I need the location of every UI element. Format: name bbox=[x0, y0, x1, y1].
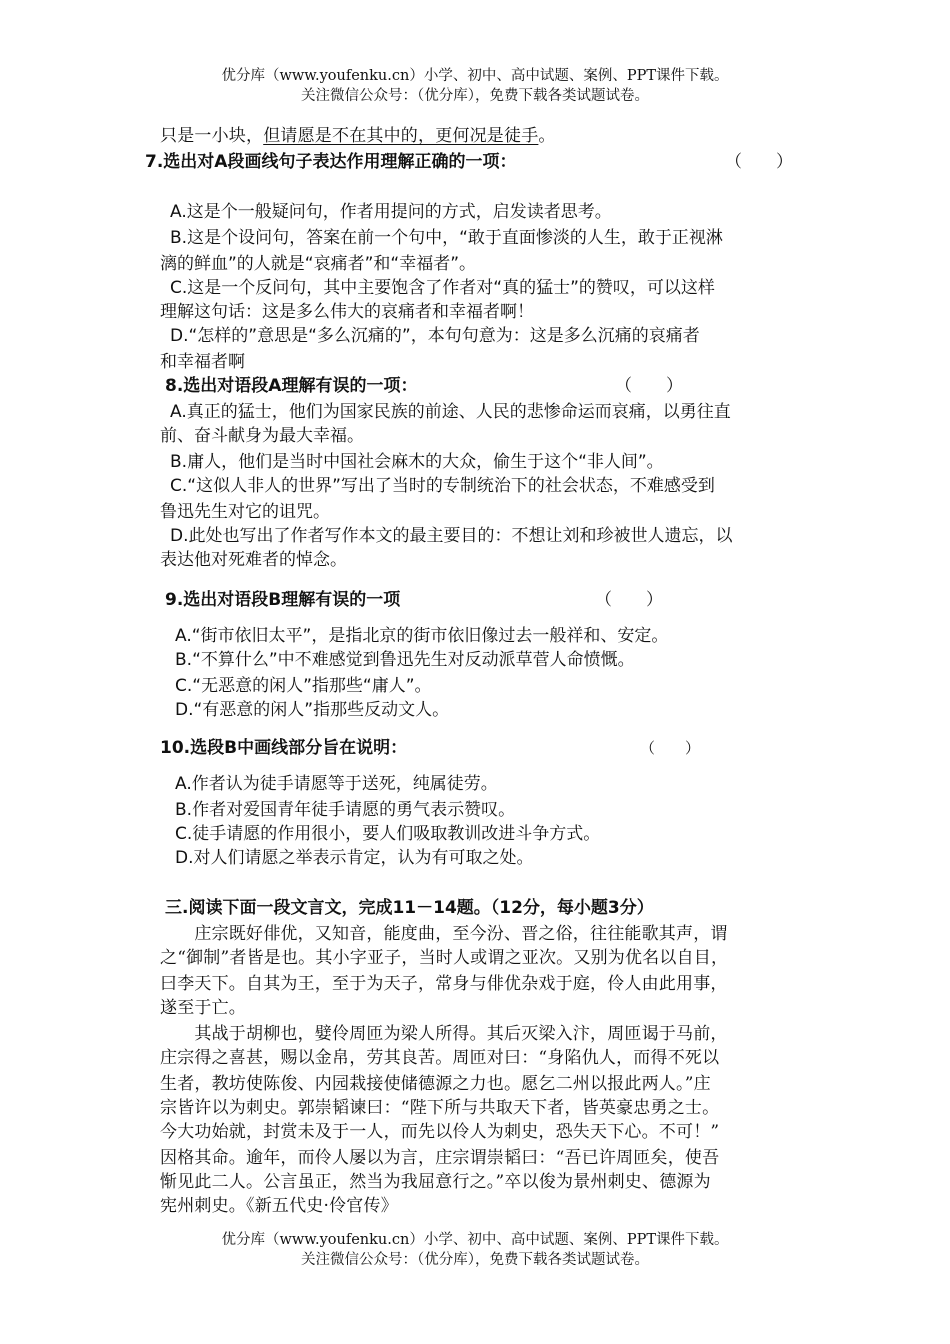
footer-line-2: 关注微信公众号：（优分库），免费下载各类试题试卷。 bbox=[301, 1252, 649, 1268]
q9-option-b: B.“不算什么”中不难感觉到鲁迅先生对反动派草菅人命愤慨。 bbox=[175, 650, 635, 670]
q8-option-a-cont: 前、奋斗献身为最大幸福。 bbox=[160, 426, 364, 446]
q7-option-c-cont: 理解这句话：这是多么伟大的哀痛者和幸福者啊！ bbox=[160, 302, 534, 322]
header-line-2: 关注微信公众号：（优分库），免费下载各类试题试卷。 bbox=[301, 88, 649, 104]
intro-prefix: 只是一小块， bbox=[160, 126, 264, 146]
classical-text-line: 庄宗既好俳优，又知音，能度曲，至今汾、晋之俗，往往能歌其声，谓 bbox=[160, 924, 728, 944]
question-9-answer-paren: （ ） bbox=[595, 590, 663, 610]
q8-option-b: B.庸人，他们是当时中国社会麻木的大众，偷生于这个“非人间”。 bbox=[170, 452, 664, 472]
classical-text-line: 之“御制”者皆是也。其小字亚子，当时人或谓之亚次。又别为优名以自目， bbox=[160, 948, 729, 968]
classical-text-line: 庄宗得之喜甚，赐以金帛，劳其良苦。周匝对曰：“身陷仇人，而得不死以 bbox=[160, 1048, 720, 1068]
q10-option-c: C.徒手请愿的作用很小，要人们吸取教训改进斗争方式。 bbox=[175, 824, 601, 844]
q7-option-d: D.“怎样的”意思是“多么沉痛的”，本句句意为：这是多么沉痛的哀痛者 bbox=[170, 326, 700, 346]
question-7-title: 7.选出对A段画线句子表达作用理解正确的一项： bbox=[145, 152, 517, 172]
classical-text-line: 遂至于亡。 bbox=[160, 998, 246, 1018]
intro-line bbox=[160, 124, 556, 148]
classical-text-line: 其战于胡柳也，嬖伶周匝为梁人所得。其后灭梁入汴，周匝谒于马前， bbox=[160, 1024, 728, 1044]
classical-text-line: 宗皆许以为刺史。郭崇韬谏曰：“陛下所与共取天下者，皆英豪忠勇之士。 bbox=[160, 1098, 720, 1118]
question-8-answer-paren: （ ） bbox=[615, 376, 683, 396]
footer-line-1: 优分库（www.youfenku.cn）小学、初中、高中试题、案例、PPT课件下载。 bbox=[221, 1232, 729, 1248]
section-3-title: 三.阅读下面一段文言文，完成11－14题。（12分，每小题3分） bbox=[165, 898, 654, 918]
classical-text-line: 今大功始就，封赏未及于一人，而先以伶人为刺史，恐失天下心。不可！” bbox=[160, 1122, 720, 1142]
question-10-title: 10.选段B中画线部分旨在说明： bbox=[160, 738, 408, 758]
page-footer bbox=[0, 1230, 950, 1270]
q10-option-b: B.作者对爱国青年徒手请愿的勇气表示赞叹。 bbox=[175, 800, 516, 820]
classical-text-line: 生者，教坊使陈俊、内园栽接使储德源之力也。愿乞二州以报此两人。”庄 bbox=[160, 1074, 711, 1094]
header-line-1: 优分库（www.youfenku.cn）小学、初中、高中试题、案例、PPT课件下载。 bbox=[221, 68, 729, 84]
classical-text-line: 曰李天下。自其为王，至于为天子，常身与俳优杂戏于庭，伶人由此用事， bbox=[160, 974, 728, 994]
question-8-title: 8.选出对语段A理解有误的一项： bbox=[165, 376, 418, 396]
question-7-answer-paren: （ ） bbox=[725, 152, 793, 172]
q9-option-d: D.“有恶意的闲人”指那些反动文人。 bbox=[175, 700, 450, 720]
question-10-answer-paren: （ ） bbox=[640, 739, 701, 757]
intro-suffix: 。 bbox=[538, 126, 556, 146]
q7-option-b-cont: 漓的鲜血”的人就是“哀痛者”和“幸福者”。 bbox=[160, 254, 477, 274]
q8-option-a: A.真正的猛士，他们为国家民族的前途、人民的悲惨命运而哀痛，以勇往直 bbox=[170, 402, 731, 422]
question-9-title: 9.选出对语段B理解有误的一项 bbox=[165, 590, 401, 610]
classical-text-line: 因格其命。逾年，而伶人屡以为言，庄宗谓崇韬曰：“吾已许周匝矣，使吾 bbox=[160, 1148, 720, 1168]
q10-option-a: A.作者认为徒手请愿等于送死，纯属徒劳。 bbox=[175, 774, 498, 794]
classical-text-source-line: 宪州刺史。《新五代史·伶官传》 bbox=[160, 1196, 398, 1216]
q7-option-b: B.这是个设问句，答案在前一个句中，“敢于直面惨淡的人生，敢于正视淋 bbox=[170, 228, 723, 248]
q8-option-c: C.“这似人非人的世界”写出了当时的专制统治下的社会状态，不难感受到 bbox=[170, 476, 715, 496]
classical-text-line: 惭见此二人。公言虽正，然当为我屈意行之。”卒以俊为景州刺史、德源为 bbox=[160, 1172, 711, 1192]
q9-option-c: C.“无恶意的闲人”指那些“庸人”。 bbox=[175, 676, 432, 696]
q8-option-d: D.此处也写出了作者写作本文的最主要目的：不想让刘和珍被世人遗忘，以 bbox=[170, 526, 733, 546]
q10-option-d: D.对人们请愿之举表示肯定，认为有可取之处。 bbox=[175, 848, 534, 868]
q7-option-a: A.这是个一般疑问句，作者用提问的方式，启发读者思考。 bbox=[170, 202, 612, 222]
intro-underlined: 但请愿是不在其中的，更何况是徒手 bbox=[263, 126, 539, 146]
q7-option-d-cont: 和幸福者啊 bbox=[160, 352, 245, 372]
q7-option-c: C.这是一个反问句，其中主要饱含了作者对“真的猛士”的赞叹，可以这样 bbox=[170, 278, 715, 298]
q8-option-c-cont: 鲁迅先生对它的诅咒。 bbox=[160, 502, 330, 522]
q9-option-a: A.“街市依旧太平”，是指北京的街市依旧像过去一般祥和、安定。 bbox=[175, 626, 669, 646]
page-header bbox=[0, 66, 950, 106]
q8-option-d-cont: 表达他对死难者的悼念。 bbox=[160, 550, 347, 570]
